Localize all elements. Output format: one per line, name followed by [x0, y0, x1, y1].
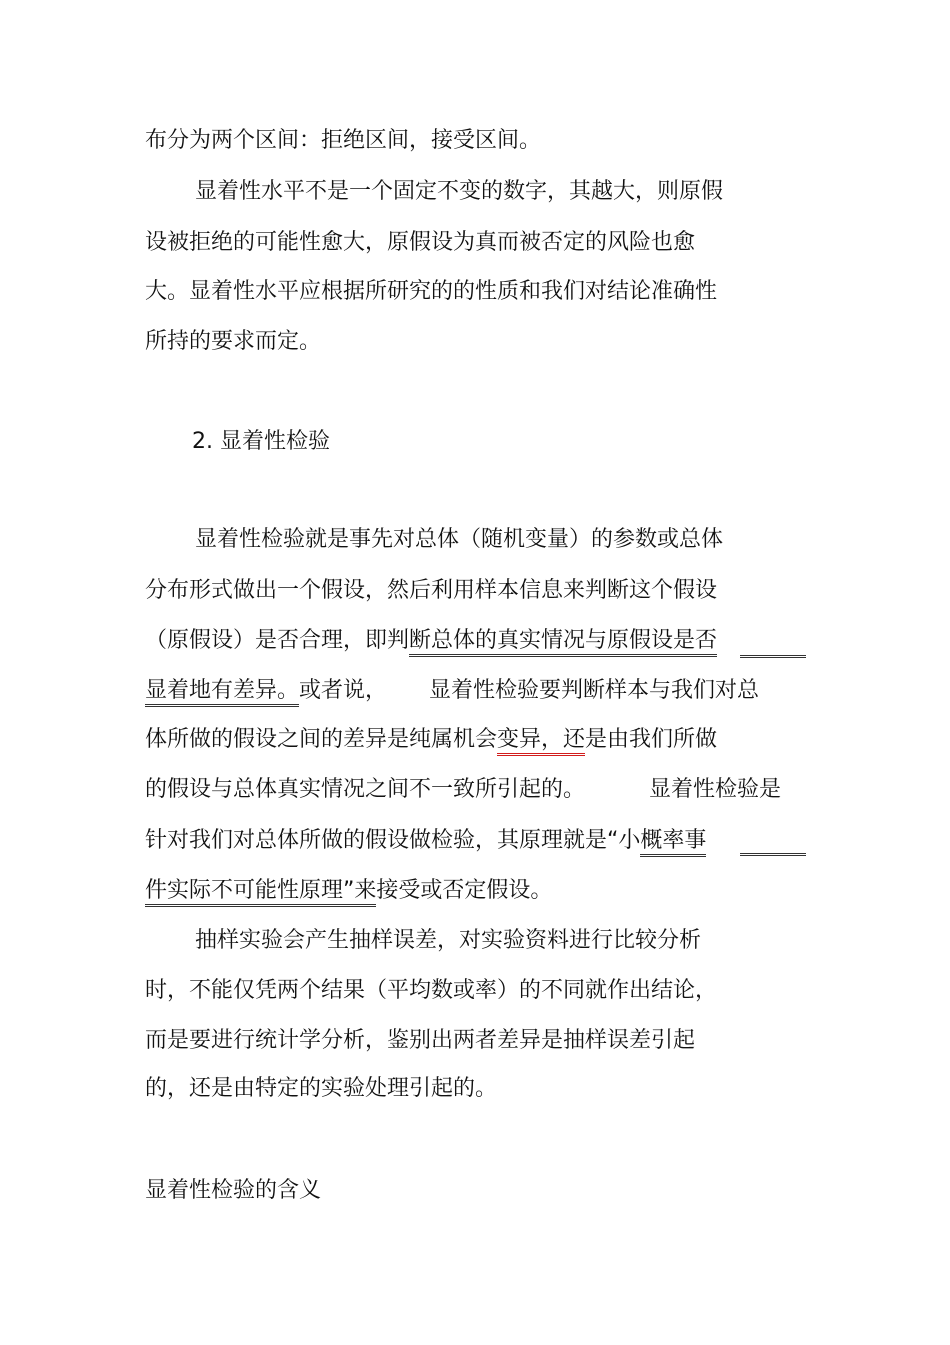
- para3-line6: [145, 775, 781, 805]
- para3-line4-text: 或者说，: [299, 678, 388, 703]
- para3-line8: [145, 876, 552, 906]
- para3-line6-text: 的假设与总体真实情况之间不一致所引起的。: [145, 777, 586, 802]
- red-underlined-phrase: 变异，还: [497, 727, 585, 756]
- para3-line2: 分布形式做出一个假设，然后利用样本信息来判断这个假设: [145, 578, 718, 603]
- para3-line4-text-2: 显着性检验要判断样本与我们对总: [429, 678, 760, 703]
- underline-extension: [740, 655, 806, 658]
- underlined-phrase: 概率事: [640, 828, 706, 857]
- para3-line7: [145, 826, 706, 856]
- para2-line3: 大。显着性水平应根据所研究的的性质和我们对结论准确性: [145, 279, 718, 304]
- section-heading-2: 2. 显着性检验: [192, 429, 330, 454]
- underlined-phrase: 显着地有差异。: [145, 678, 299, 707]
- para4-line2: 时，不能仅凭两个结果（平均数或率）的不同就作出结论，: [145, 978, 718, 1003]
- para3-line4: [145, 676, 759, 706]
- underlined-phrase: 断总体的真实情况与原假设是否: [409, 628, 717, 657]
- para1-line1: 布分为两个区间：拒绝区间，接受区间。: [145, 128, 542, 153]
- para4-line1: 抽样实验会产生抽样误差，对实验资料进行比较分析: [195, 928, 702, 953]
- para2-line2: 设被拒绝的可能性愈大，原假设为真而被否定的风险也愈: [145, 230, 696, 255]
- para4-line3: 而是要进行统计学分析，鉴别出两者差异是抽样误差引起: [145, 1028, 696, 1053]
- para2-line1: 显着性水平不是一个固定不变的数字，其越大，则原假: [195, 179, 724, 204]
- para3-line5-text: 体所做的假设之间的差异是纯属机会: [145, 727, 498, 752]
- para3-line1: 显着性检验就是事先对总体（随机变量）的参数或总体: [195, 527, 724, 552]
- para4-line4: 的，还是由特定的实验处理引起的。: [145, 1076, 498, 1101]
- para3-line5: [145, 725, 717, 755]
- para3-line6-text-2: 显着性检验是: [649, 777, 782, 802]
- para2-line4: 所持的要求而定。: [145, 329, 322, 354]
- section-heading-3: 显着性检验的含义: [145, 1178, 322, 1203]
- underlined-phrase: 件实际不可能性原理”来: [145, 878, 376, 907]
- para3-line8-text: 接受或否定假设。: [376, 878, 553, 903]
- underline-extension: [740, 853, 806, 856]
- para3-line5-text-2: 是由我们所做: [585, 727, 718, 752]
- para3-line3: [145, 626, 717, 656]
- para3-line7-text: 针对我们对总体所做的假设做检验，其原理就是“小: [145, 828, 641, 853]
- para3-line3-text: （原假设）是否合理，即判: [145, 628, 410, 653]
